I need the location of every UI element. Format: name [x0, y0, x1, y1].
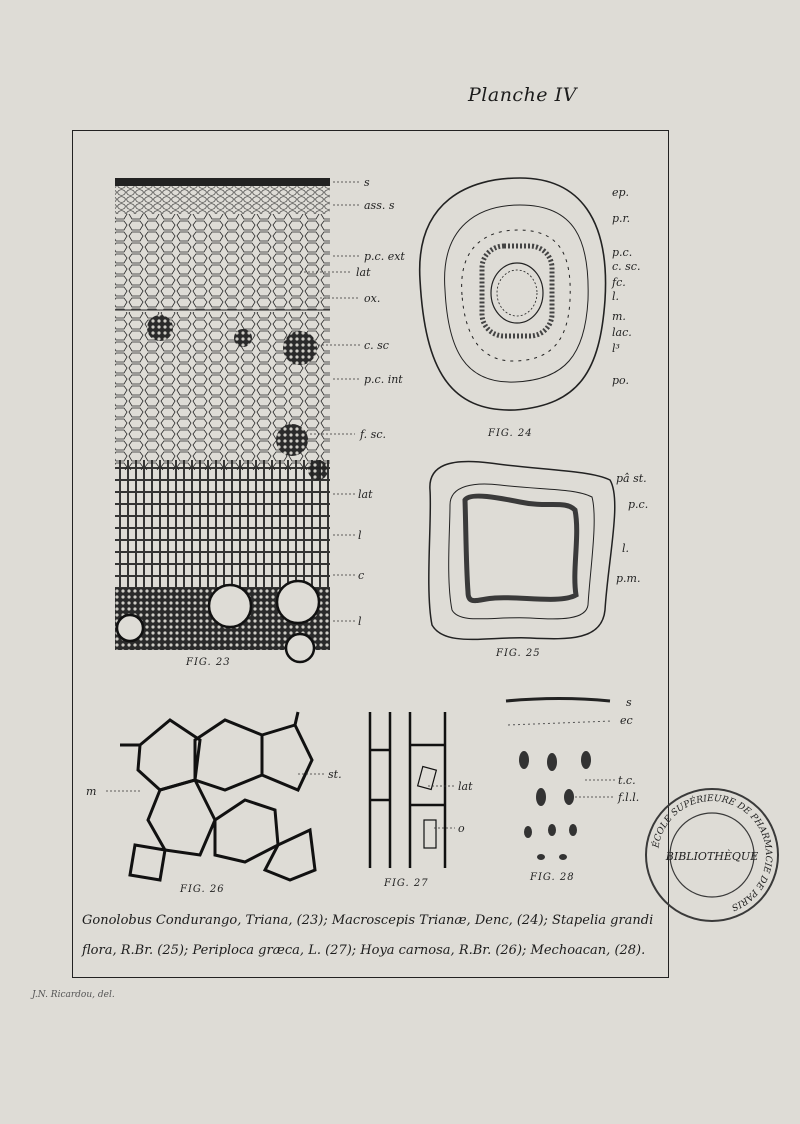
fig24-label-lac: lac. — [612, 326, 632, 339]
fig23-label-lat-2: lat — [358, 488, 373, 501]
fig28-label-fll: f.l.l. — [618, 791, 640, 804]
fig23-label-c: c — [358, 569, 365, 582]
fig26-label-m: m — [86, 785, 97, 798]
fig23-label-f-sc: f. sc. — [360, 428, 386, 441]
fig28-label-s: s — [626, 696, 632, 709]
legend-line-1: Gonolobus Condurango, Triana, (23); Macroscepis Trianæ, Denc, (24); Stapelia grandi — [82, 913, 654, 928]
stamp-center-text: BIBLIOTHÈQUE — [665, 850, 759, 863]
fig27-label-o: o — [458, 822, 465, 835]
illustrator-credit: J.N. Ricardou, del. — [32, 990, 115, 1000]
fig24-label-m: m. — [612, 310, 626, 323]
fig24-caption: FIG. 24 — [488, 428, 533, 439]
fig23-label-l: l — [358, 529, 362, 542]
fig24-label-pr: p.r. — [612, 212, 631, 225]
fig23-label-lat: lat — [356, 266, 371, 279]
fig27-label-lat: lat — [458, 780, 473, 793]
fig23-label-pc-ext: p.c. ext — [364, 250, 405, 263]
fig23-label-ass-s: ass. s — [364, 199, 395, 212]
fig23-drawing — [115, 178, 360, 662]
fig25-drawing — [429, 461, 615, 639]
fig26-caption: FIG. 26 — [180, 884, 225, 895]
fig25-label-l: l. — [622, 542, 630, 555]
fig26-label-st: st. — [328, 768, 342, 781]
fig28-label-tc: t.c. — [618, 774, 636, 787]
fig24-label-l3: l³ — [612, 342, 620, 355]
legend-line-2: flora, R.Br. (25); Periploca græca, L. (27); Hoya carnosa, R.Br. (26); Mechoacan, (28). — [82, 943, 646, 958]
fig25-label-pa-st: pâ st. — [616, 472, 647, 485]
library-stamp — [646, 789, 778, 921]
fig24-label-ep: ep. — [612, 186, 630, 199]
fig23-label-l-2: l — [358, 615, 362, 628]
fig27-drawing — [370, 712, 445, 868]
fig28-label-ec: ec — [620, 714, 633, 727]
plate-title: Planche IV — [468, 84, 577, 106]
fig28-caption: FIG. 28 — [530, 872, 575, 883]
fig25-label-pm: p.m. — [616, 572, 641, 585]
fig24-label-pc: p.c. — [612, 246, 633, 259]
fig26-drawing — [120, 712, 315, 880]
fig24-label-fc: fc. — [612, 276, 626, 289]
fig24-drawing — [420, 178, 606, 410]
fig24-label-l: l. — [612, 290, 620, 303]
fig23-label-ox: ox. — [364, 292, 381, 305]
fig28-drawing — [506, 699, 615, 861]
fig25-caption: FIG. 25 — [496, 648, 541, 659]
fig23-caption: FIG. 23 — [186, 657, 231, 668]
fig27-caption: FIG. 27 — [384, 878, 429, 889]
fig23-label-pc-int: p.c. int — [364, 373, 403, 386]
fig25-label-pc: p.c. — [628, 498, 649, 511]
fig23-label-s: s — [364, 176, 370, 189]
fig24-label-c-sc: c. sc. — [612, 260, 641, 273]
fig24-label-po: po. — [612, 374, 629, 387]
fig23-label-c-sc: c. sc — [364, 339, 389, 352]
stamp-ring-text: ÉCOLE SUPÉRIEURE DE PHARMACIE DE PARIS — [651, 793, 774, 913]
